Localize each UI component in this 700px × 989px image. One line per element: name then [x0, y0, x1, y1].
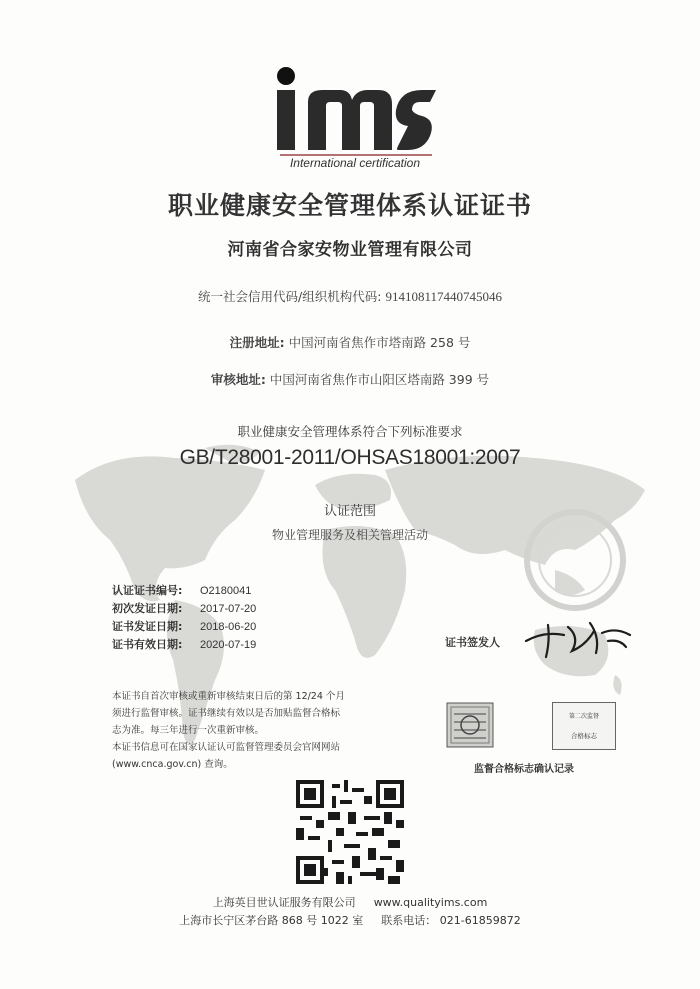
- valid-until-value: 2020-07-19: [200, 639, 257, 651]
- footer-line-1: [0, 894, 700, 910]
- audit-address-value: 中国河南省焦作市山阳区塔南路 399 号: [269, 372, 490, 387]
- scope-title: 认证范围: [323, 504, 376, 519]
- logo-subtitle: International certification: [289, 156, 421, 170]
- first-issue-label: 初次发证日期:: [112, 602, 183, 615]
- issue-date-row: [112, 618, 256, 634]
- cert-number-row: [112, 582, 251, 598]
- footer-address: 上海市长宁区茅台路 868 号 1022 室: [179, 914, 364, 927]
- signature: [520, 617, 635, 661]
- audit-address-row: [0, 370, 700, 388]
- certificate-title: 职业健康安全管理体系认证证书: [167, 191, 532, 220]
- signer-label: 证书签发人: [445, 636, 500, 649]
- mark-box-line2: 合格标志: [571, 732, 597, 740]
- mark-box-line1: 第二次监督: [568, 713, 599, 720]
- first-issue-row: [112, 600, 256, 616]
- company-name: 河南省合家安物业管理有限公司: [227, 240, 473, 260]
- issue-date-label: 证书发证日期:: [112, 620, 183, 633]
- first-issue-value: 2017-07-20: [200, 603, 257, 615]
- certificate-notes: [112, 688, 387, 773]
- cert-number-value: O2180041: [200, 585, 252, 597]
- credit-code-value: 914108117440745046: [385, 289, 502, 304]
- valid-until-label: 证书有效日期:: [112, 638, 183, 651]
- note-line: (www.cnca.gov.cn) 查询。: [112, 759, 233, 770]
- note-line: 本证书信息可在国家认证认可监督管理委员会官网网站: [112, 742, 341, 753]
- scope-text: 物业管理服务及相关管理活动: [271, 528, 428, 542]
- ims-logo: [270, 62, 440, 170]
- standard-intro: 职业健康安全管理体系符合下列标准要求: [237, 424, 463, 439]
- qr-code: [296, 780, 404, 884]
- issue-date-value: 2018-06-20: [200, 621, 257, 633]
- audit-address-label: 审核地址:: [210, 372, 266, 387]
- footer-website[interactable]: www.qualityims.com: [373, 896, 488, 909]
- valid-until-row: [112, 636, 256, 652]
- registered-address-value: 中国河南省焦作市塔南路 258 号: [288, 335, 471, 350]
- second-supervision-mark: [552, 702, 616, 750]
- registered-address-label: 注册地址:: [229, 335, 285, 350]
- note-line: 须进行监督审核。证书继续有效以是否加贴监督合格标: [112, 708, 341, 719]
- credit-code-label: 统一社会信用代码/组织机构代码:: [198, 289, 382, 304]
- note-line: 志为准。每三年进行一次重新审核。: [112, 725, 265, 736]
- note-line: 本证书自首次审核或重新审核结束日后的第 12/24 个月: [112, 691, 345, 702]
- footer-line-2: [0, 912, 700, 928]
- footer-company: 上海英目世认证服务有限公司: [212, 896, 356, 909]
- standard-code: GB/T28001-2011/OHSAS18001:2007: [179, 446, 521, 469]
- supervision-hologram-mark: [446, 702, 494, 748]
- footer-phone: 联系电话： 021-61859872: [381, 914, 521, 927]
- registered-address-row: [0, 333, 700, 351]
- credit-code-row: [0, 287, 700, 305]
- mark-caption: 监督合格标志确认记录: [474, 764, 574, 775]
- cert-number-label: 认证证书编号:: [112, 584, 183, 597]
